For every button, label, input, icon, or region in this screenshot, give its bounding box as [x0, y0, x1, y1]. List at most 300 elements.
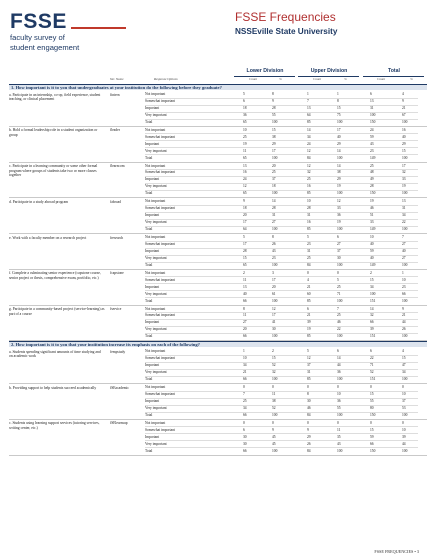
- response-option: Somewhat important: [145, 391, 176, 396]
- cell-value: 100: [337, 334, 343, 339]
- cell-value: 27: [337, 241, 341, 246]
- cell-value: 65: [243, 119, 247, 124]
- cell-value: 32: [370, 313, 374, 318]
- cell-value: 19: [402, 184, 406, 189]
- item-var-name: flearncom: [110, 164, 125, 169]
- logo-wordmark: FSSE: [10, 10, 67, 33]
- cell-value: 25: [370, 163, 374, 168]
- total-row: [9, 298, 427, 305]
- response-option: Total: [145, 191, 153, 196]
- cell-value: 71: [370, 363, 374, 368]
- cell-value: 59: [370, 434, 374, 439]
- cell-value: 100: [402, 262, 408, 267]
- cell-value: 19: [243, 141, 247, 146]
- cell-value: 0: [272, 385, 274, 389]
- cell-value: 17: [272, 313, 276, 318]
- cell-value: 0: [370, 420, 372, 425]
- response-option: Not important: [145, 92, 166, 96]
- response-option: Very important: [145, 112, 167, 117]
- cell-value: 14: [370, 306, 374, 311]
- cell-value: 12: [307, 148, 311, 153]
- cell-value: 75: [337, 112, 341, 117]
- item-label: d. Participate in a study abroad program: [9, 199, 69, 204]
- cell-value: 13: [402, 199, 406, 204]
- item-fservice: [9, 306, 427, 341]
- cell-value: 29: [307, 434, 311, 439]
- cell-value: 19: [337, 184, 341, 189]
- cell-value: 53: [402, 405, 406, 410]
- total-row: [9, 448, 427, 455]
- response-option: Very important: [145, 441, 167, 446]
- cell-value: 9: [402, 98, 404, 103]
- cell-value: 15: [402, 148, 406, 153]
- cell-value: 66: [243, 377, 247, 382]
- cell-value: 5: [337, 277, 339, 282]
- cell-value: 25: [337, 284, 341, 289]
- cell-value: 32: [272, 370, 276, 375]
- cell-value: 12: [272, 306, 276, 311]
- cell-value: 30: [307, 398, 311, 403]
- response-option: Important: [145, 105, 160, 110]
- col-response-options: Response Options: [154, 77, 178, 81]
- cell-value: 100: [402, 227, 408, 232]
- cell-value: 100: [402, 377, 408, 382]
- col-count-total: Count: [377, 77, 386, 81]
- response-option: Not important: [145, 163, 166, 168]
- item-var-name: fservice: [110, 307, 122, 312]
- response-option: Total: [145, 448, 153, 453]
- cell-value: 34: [243, 363, 247, 368]
- cell-value: 64: [307, 112, 311, 117]
- cell-value: 31: [272, 213, 276, 218]
- cell-value: 4: [402, 349, 404, 354]
- col-pct-total: %: [410, 77, 413, 81]
- institution-name: NSSEville State University: [235, 27, 338, 36]
- cell-value: 60: [307, 291, 311, 296]
- cell-value: 10: [370, 235, 374, 239]
- cell-value: 100: [272, 227, 278, 232]
- cell-value: 65: [243, 262, 247, 267]
- cell-value: 29: [402, 141, 406, 146]
- cell-value: 0: [243, 385, 245, 389]
- cell-value: 25: [307, 177, 311, 182]
- fsse-logo: [10, 11, 126, 53]
- item-label: b. Providing support to help students succeed academically: [9, 385, 97, 390]
- cell-value: 100: [337, 227, 343, 232]
- cell-value: 11: [337, 427, 341, 432]
- cell-value: 27: [272, 220, 276, 225]
- cell-value: 8: [272, 235, 274, 239]
- response-option: Total: [145, 377, 153, 382]
- cell-value: 40: [402, 248, 406, 253]
- question-1-header: 1. How important is it to you that undergraduates at your institution do the following before they graduate?: [9, 84, 427, 90]
- cell-value: 61: [272, 291, 276, 296]
- cell-value: 100: [337, 119, 343, 124]
- cell-value: 21: [243, 370, 247, 375]
- response-option: Important: [145, 213, 160, 218]
- logo-subtitle-1: faculty survey of: [10, 33, 65, 42]
- cell-value: 38: [272, 398, 276, 403]
- cell-value: 24: [243, 177, 247, 182]
- cell-value: 52: [370, 370, 374, 375]
- cell-value: 44: [402, 320, 406, 325]
- cell-value: 45: [272, 441, 276, 446]
- cell-value: 15: [272, 127, 276, 132]
- cell-value: 100: [402, 334, 408, 339]
- cell-value: 149: [370, 155, 376, 160]
- item-label: a. Participate in an internship, co-op, field experience, student teaching, or clinical placement: [9, 92, 101, 101]
- cell-value: 9: [272, 427, 274, 432]
- cell-value: 52: [272, 405, 276, 410]
- item-var-name: fcapstone: [110, 271, 124, 276]
- cell-value: 39: [402, 434, 406, 439]
- cell-value: 15: [337, 105, 341, 110]
- cell-value: 10: [402, 277, 406, 282]
- cell-value: 15: [272, 356, 276, 361]
- cell-value: 1: [243, 349, 245, 354]
- cell-value: 32: [402, 170, 406, 175]
- cell-value: 15: [370, 427, 374, 432]
- cell-value: 80: [370, 405, 374, 410]
- response-option: Somewhat important: [145, 277, 176, 282]
- cell-value: 3: [272, 270, 274, 275]
- cell-value: 6: [307, 306, 309, 311]
- cell-value: 0: [337, 420, 339, 425]
- response-option: Important: [145, 284, 160, 289]
- cell-value: 6: [370, 349, 372, 354]
- cell-value: 4: [402, 92, 404, 96]
- response-option: Very important: [145, 291, 167, 296]
- cell-value: 21: [307, 284, 311, 289]
- cell-value: 15: [370, 277, 374, 282]
- cell-value: 9: [402, 306, 404, 311]
- cell-value: 100: [402, 448, 408, 453]
- response-option: Total: [145, 298, 153, 303]
- cell-value: 100: [272, 191, 278, 196]
- cell-value: 13: [370, 98, 374, 103]
- cell-value: 18: [243, 206, 247, 211]
- cell-value: 5: [243, 92, 245, 96]
- cell-value: 0: [272, 420, 274, 425]
- cell-value: 29: [272, 141, 276, 146]
- cell-value: 14: [307, 127, 311, 132]
- item-label: g. Participate in a community-based project (service-learning) as part of a course: [9, 307, 105, 316]
- cell-value: 85: [307, 119, 311, 124]
- response-option: Very important: [145, 327, 167, 332]
- cell-value: 6: [370, 92, 372, 96]
- cell-value: 40: [243, 291, 247, 296]
- response-option: Important: [145, 177, 160, 182]
- response-option: Not important: [145, 127, 166, 132]
- cell-value: 0: [402, 420, 404, 425]
- cell-value: 100: [402, 298, 408, 303]
- cell-value: 11: [243, 277, 247, 282]
- col-count-upper: Count: [313, 77, 322, 81]
- cell-value: 84: [307, 448, 311, 453]
- total-row: [9, 119, 427, 126]
- cell-value: 0: [402, 385, 404, 389]
- cell-value: 85: [307, 227, 311, 232]
- cell-value: 25: [243, 398, 247, 403]
- cell-value: 7: [307, 98, 309, 103]
- response-option: Total: [145, 262, 153, 267]
- cell-value: 71: [337, 291, 341, 296]
- cell-value: 9: [307, 427, 309, 432]
- cell-value: 55: [370, 398, 374, 403]
- cell-value: 28: [272, 206, 276, 211]
- cell-value: 44: [337, 363, 341, 368]
- item-fSEacademic: [9, 384, 427, 419]
- cell-value: 100: [337, 191, 343, 196]
- group-upper-division: Upper Division: [310, 68, 348, 74]
- cell-value: 59: [370, 134, 374, 139]
- cell-value: 17: [272, 148, 276, 153]
- item-var-name: fleader: [110, 128, 120, 133]
- cell-value: 66: [370, 441, 374, 446]
- cell-value: 16: [307, 184, 311, 189]
- cell-value: 8: [337, 98, 339, 103]
- item-fleader: [9, 127, 427, 162]
- cell-value: 27: [402, 255, 406, 260]
- cell-value: 12: [337, 199, 341, 204]
- cell-value: 23: [402, 284, 406, 289]
- cell-value: 55: [272, 112, 276, 117]
- cell-value: 12: [307, 356, 311, 361]
- cell-value: 6: [243, 98, 245, 103]
- cell-value: 25: [307, 255, 311, 260]
- response-option: Not important: [145, 385, 166, 389]
- cell-value: 41: [272, 320, 276, 325]
- cell-value: 44: [402, 441, 406, 446]
- total-row: [9, 376, 427, 383]
- cell-value: 22: [402, 220, 406, 225]
- response-option: Very important: [145, 405, 167, 410]
- cell-value: 1: [307, 92, 309, 96]
- cell-value: 100: [402, 412, 408, 417]
- cell-value: 4: [307, 277, 309, 282]
- cell-value: 40: [370, 241, 374, 246]
- cell-value: 36: [243, 112, 247, 117]
- cell-value: 32: [307, 170, 311, 175]
- total-row: [9, 155, 427, 162]
- cell-value: 12: [307, 163, 311, 168]
- item-var-name: fSElearnsup: [110, 421, 128, 426]
- cell-value: 38: [337, 170, 341, 175]
- cell-value: 20: [272, 163, 276, 168]
- cell-value: 31: [307, 370, 311, 375]
- cell-value: 46: [307, 405, 311, 410]
- cell-value: 28: [272, 105, 276, 110]
- response-option: Somewhat important: [145, 313, 176, 318]
- cell-value: 33: [337, 206, 341, 211]
- cell-value: 100: [337, 262, 343, 267]
- cell-value: 11: [272, 391, 276, 396]
- item-label: c. Students using learning support services (tutoring services, writing center, etc.): [9, 421, 100, 430]
- cell-value: 151: [370, 334, 376, 339]
- cell-value: 26: [272, 241, 276, 246]
- cell-value: 35: [337, 434, 341, 439]
- cell-value: 17: [337, 127, 341, 132]
- cell-value: 2: [243, 270, 245, 275]
- cell-value: 100: [272, 412, 278, 417]
- cell-value: 40: [337, 134, 341, 139]
- cell-value: 66: [243, 448, 247, 453]
- response-option: Very important: [145, 184, 167, 189]
- cell-value: 47: [402, 363, 406, 368]
- cell-value: 36: [337, 398, 341, 403]
- cell-value: 25: [243, 134, 247, 139]
- cell-value: 40: [402, 134, 406, 139]
- cell-value: 2: [272, 349, 274, 354]
- cell-value: 13: [243, 163, 247, 168]
- response-option: Important: [145, 434, 160, 439]
- cell-value: 1: [337, 92, 339, 96]
- cell-value: 31: [402, 206, 406, 211]
- cell-value: 0: [307, 420, 309, 425]
- cell-value: 40: [370, 255, 374, 260]
- cell-value: 8: [307, 391, 309, 396]
- cell-value: 100: [272, 334, 278, 339]
- item-divider: [9, 455, 427, 456]
- cell-value: 29: [337, 141, 341, 146]
- cell-value: 27: [402, 241, 406, 246]
- cell-value: 26: [402, 327, 406, 332]
- cell-value: 13: [243, 284, 247, 289]
- cell-value: 5: [307, 235, 309, 239]
- cell-value: 16: [402, 127, 406, 132]
- cell-value: 52: [272, 363, 276, 368]
- col-pct-upper: %: [344, 77, 347, 81]
- cell-value: 5: [307, 349, 309, 354]
- cell-value: 8: [243, 306, 245, 311]
- cell-value: 6: [243, 427, 245, 432]
- cell-value: 150: [370, 119, 376, 124]
- cell-value: 43: [272, 248, 276, 253]
- cell-value: 15: [370, 391, 374, 396]
- response-option: Not important: [145, 235, 166, 239]
- cell-value: 21: [402, 105, 406, 110]
- cell-value: 85: [307, 191, 311, 196]
- cell-value: 20: [243, 327, 247, 332]
- cell-value: 17: [272, 277, 276, 282]
- cell-value: 11: [243, 148, 247, 153]
- cell-value: 19: [307, 327, 311, 332]
- total-row: [9, 226, 427, 233]
- cell-value: 48: [370, 170, 374, 175]
- cell-value: 17: [243, 241, 247, 246]
- cell-value: 85: [307, 334, 311, 339]
- response-option: Not important: [145, 306, 166, 311]
- cell-value: 28: [243, 248, 247, 253]
- total-row: [9, 190, 427, 197]
- cell-value: 30: [272, 327, 276, 332]
- item-fcapstone: [9, 270, 427, 305]
- response-option: Very important: [145, 220, 167, 225]
- cell-value: 31: [307, 213, 311, 218]
- cell-value: 14: [337, 163, 341, 168]
- cell-value: 84: [307, 412, 311, 417]
- cell-value: 100: [402, 119, 408, 124]
- cell-value: 151: [370, 377, 376, 382]
- cell-value: 29: [337, 177, 341, 182]
- cell-value: 85: [307, 298, 311, 303]
- item-fresearch: [9, 234, 427, 269]
- cell-value: 66: [370, 320, 374, 325]
- cell-value: 20: [243, 213, 247, 218]
- page-title: FSSE Frequencies: [235, 10, 336, 24]
- cell-value: 19: [370, 199, 374, 204]
- cell-value: 149: [370, 262, 376, 267]
- cell-value: 49: [370, 177, 374, 182]
- cell-value: 100: [370, 112, 376, 117]
- cell-value: 34: [402, 370, 406, 375]
- cell-value: 25: [337, 313, 341, 318]
- cell-value: 8: [272, 92, 274, 96]
- cell-value: 5: [243, 235, 245, 239]
- response-option: Important: [145, 141, 160, 146]
- page-footer: FSSE FREQUENCIES • 3: [374, 549, 419, 554]
- cell-value: 15: [402, 356, 406, 361]
- cell-value: 0: [243, 420, 245, 425]
- cell-value: 33: [370, 220, 374, 225]
- cell-value: 0: [370, 385, 372, 389]
- cell-value: 10: [402, 427, 406, 432]
- cell-value: 0: [307, 270, 309, 275]
- cell-value: 100: [337, 448, 343, 453]
- cell-value: 37: [272, 177, 276, 182]
- cell-value: 11: [243, 313, 247, 318]
- cell-value: 17: [243, 220, 247, 225]
- item-label: e. Work with a faculty member on a research project: [9, 235, 87, 240]
- cell-value: 10: [243, 127, 247, 132]
- cell-value: 100: [272, 119, 278, 124]
- cell-value: 85: [307, 377, 311, 382]
- cell-value: 18: [272, 184, 276, 189]
- cell-value: 14: [337, 148, 341, 153]
- response-option: Somewhat important: [145, 206, 176, 211]
- response-option: Not important: [145, 199, 166, 204]
- response-option: Important: [145, 398, 160, 403]
- cell-value: 24: [307, 141, 311, 146]
- response-option: Total: [145, 334, 153, 339]
- cell-value: 84: [307, 155, 311, 160]
- cell-value: 30: [243, 441, 247, 446]
- cell-value: 23: [307, 241, 311, 246]
- cell-value: 39: [370, 327, 374, 332]
- col-var-name: Var. Name: [110, 77, 124, 81]
- cell-value: 24: [370, 127, 374, 132]
- cell-value: 151: [370, 298, 376, 303]
- cell-value: 100: [272, 155, 278, 160]
- total-row: [9, 333, 427, 340]
- item-fempstudy: [9, 348, 427, 383]
- cell-value: 43: [370, 141, 374, 146]
- response-option: Very important: [145, 370, 167, 375]
- cell-value: 100: [272, 298, 278, 303]
- cell-value: 66: [243, 412, 247, 417]
- item-var-name: fresearch: [110, 235, 124, 240]
- logo-rule: [71, 27, 126, 29]
- response-option: Important: [145, 248, 160, 253]
- cell-value: 66: [243, 298, 247, 303]
- response-option: Total: [145, 119, 153, 124]
- col-pct-lower: %: [279, 77, 282, 81]
- cell-value: 0: [337, 270, 339, 275]
- cell-value: 37: [402, 398, 406, 403]
- cell-value: 34: [243, 405, 247, 410]
- cell-value: 17: [402, 163, 406, 168]
- item-label: b. Hold a formal leadership role in a student organization or group: [9, 128, 98, 137]
